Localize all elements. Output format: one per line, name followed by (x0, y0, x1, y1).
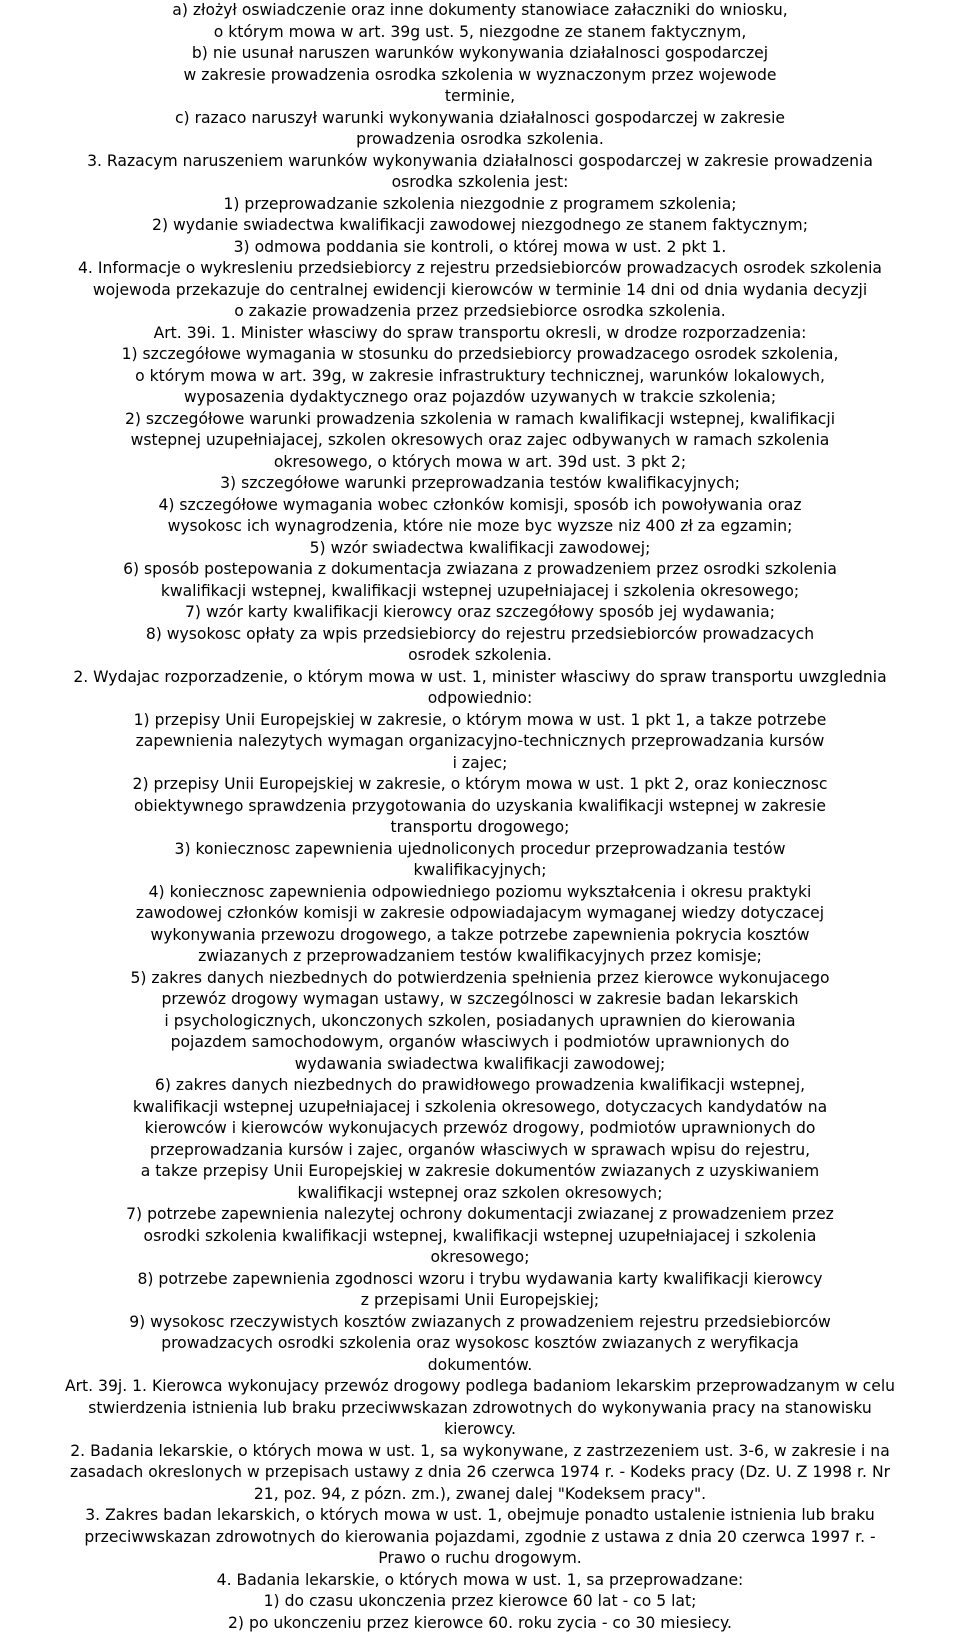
text-line: i psychologicznych, ukonczonych szkolen, posiadanych uprawnien do kierowania (164, 1011, 796, 1030)
text-line: o zakazie prowadzenia przez przedsiebiorce osrodka szkolenia. (234, 302, 726, 320)
text-line: 5) zakres danych niezbednych do potwierdzenia spełnienia przez kierowce wykonujacego (130, 968, 830, 987)
text-line: Prawo o ruchu drogowym. (378, 1549, 582, 1567)
text-line: 4. Badania lekarskie, o których mowa w ust. 1, sa przeprowadzane: (216, 1570, 744, 1589)
text-line: wyposazenia dydaktycznego oraz pojazdów uzywanych w trakcie szkolenia; (183, 388, 777, 406)
text-line: 4. Informacje o wykresleniu przedsiebiorcy z rejestru przedsiebiorców prowadzacych osrodek szkolenia (78, 259, 882, 277)
text-line: o którym mowa w art. 39g, w zakresie infrastruktury technicznej, warunków lokalowych, (135, 366, 825, 385)
text-line: 1) szczegółowe wymagania w stosunku do przedsiebiorcy prowadzacego osrodek szkolenia, (121, 345, 839, 363)
text-line: 1) przepisy Unii Europejskiej w zakresie, o którym mowa w ust. 1 pkt 1, a takze potrzebe (133, 710, 827, 729)
text-line: 1) przeprowadzanie szkolenia niezgodnie z programem szkolenia; (223, 194, 737, 213)
text-line: 2) po ukonczeniu przez kierowce 60. roku zycia - co 30 miesiecy. (228, 1613, 732, 1632)
text-line: okresowego, o których mowa w art. 39d ust. 3 pkt 2; (273, 452, 687, 471)
text-line: kierowcy. (444, 1420, 516, 1438)
text-line: Art. 39j. 1. Kierowca wykonujacy przewóz drogowy podlega badaniom lekarskim przeprowadzanym w celu (64, 1377, 896, 1395)
text-line: odpowiednio: (427, 689, 533, 707)
text-line: dokumentów. (427, 1355, 533, 1374)
text-line: 3. Razacym naruszeniem warunków wykonywania działalnosci gospodarczej w zakresie prowadzenia (87, 151, 873, 170)
text-line: 21, poz. 94, z pózn. zm.), zwanej dalej "Kodeksem pracy". (253, 1484, 707, 1503)
text-line: kwalifikacji wstepnej, kwalifikacji wstepnej uzupełniajacej i szkolenia okresowego; (160, 581, 800, 600)
text-line: 4) koniecznosc zapewnienia odpowiedniego poziomu wykształcenia i okresu praktyki (148, 882, 812, 901)
text-line: 3) koniecznosc zapewnienia ujednoliconych procedur przeprowadzania testów (174, 839, 786, 858)
text-line: i zajec; (452, 753, 508, 772)
text-line: prowadzacych osrodki szkolenia oraz wysokosc kosztów zwiazanych z weryfikacja (161, 1334, 799, 1352)
text-line: kwalifikacji wstepnej oraz szkolen okresowych; (297, 1183, 663, 1202)
text-line: wydawania swiadectwa kwalifikacji zawodowej; (294, 1054, 666, 1073)
text-line: kwalifikacyjnych; (413, 861, 547, 879)
text-line: 2. Wydajac rozporzadzenie, o którym mowa w ust. 1, minister własciwy do spraw transportu uwzglednia (73, 667, 887, 686)
text-line: wykonywania przewozu drogowego, a takze potrzebe zapewnienia pokrycia kosztów (150, 925, 810, 944)
text-line: o którym mowa w art. 39g ust. 5, niezgodne ze stanem faktycznym, (213, 22, 747, 41)
text-line: przeciwwskazan zdrowotnych do kierowania pojazdami, zgodnie z ustawa z dnia 20 czerwca 1997 r. - (84, 1527, 876, 1546)
text-line: 3) odmowa poddania sie kontroli, o której mowa w ust. 2 pkt 1. (233, 237, 727, 256)
text-line: 3) szczegółowe warunki przeprowadzania testów kwalifikacyjnych; (220, 474, 740, 492)
text-line: zwiazanych z przeprowadzaniem testów kwalifikacyjnych przez komisje; (198, 947, 762, 965)
text-line: z przepisami Unii Europejskiej; (360, 1291, 600, 1309)
text-line: stwierdzenia istnienia lub braku przeciwwskazan zdrowotnych do wykonywania pracy na stanowisku (88, 1398, 872, 1417)
text-line: 6) zakres danych niezbednych do prawidłowego prowadzenia kwalifikacji wstepnej, (154, 1076, 806, 1094)
text-line: 2) szczegółowe warunki prowadzenia szkolenia w ramach kwalifikacji wstepnej, kwalifikacji (124, 409, 836, 428)
text-line: wstepnej uzupełniajacej, szkolen okresowych oraz zajec odbywanych w ramach szkolenia (130, 431, 830, 449)
text-line: w zakresie prowadzenia osrodka szkolenia w wyznaczonym przez wojewode (183, 65, 777, 84)
text-line: b) nie usunał naruszen warunków wykonywania działalnosci gospodarczej (191, 44, 769, 62)
text-line: 3. Zakres badan lekarskich, o których mowa w ust. 1, obejmuje ponadto ustalenie istnienia lub braku (85, 1506, 875, 1524)
text-line: 8) potrzebe zapewnienia zgodnosci wzoru i trybu wydawania karty kwalifikacji kierowcy (137, 1269, 823, 1288)
text-line: 8) wysokosc opłaty za wpis przedsiebiorcy do rejestru przedsiebiorców prowadzacych (145, 624, 815, 643)
text-line: przewóz drogowy wymagan ustawy, w szczególnosci w zakresie badan lekarskich (161, 990, 799, 1008)
text-line: obiektywnego sprawdzenia przygotowania do uzyskania kwalifikacji wstepnej w zakresie (133, 796, 826, 815)
text-line: 2) wydanie swiadectwa kwalifikacji zawodowej niezgodnego ze stanem faktycznym; (152, 216, 808, 234)
text-line: terminie, (444, 87, 516, 105)
text-line: transportu drogowego; (390, 818, 570, 836)
text-line: 6) sposób postepowania z dokumentacja zwiazana z prowadzeniem przez osrodki szkolenia (123, 560, 837, 578)
text-line: kierowców i kierowców wykonujacych przewóz drogowy, podmiotów uprawnionych do (144, 1119, 816, 1137)
text-line: 2. Badania lekarskie, o których mowa w ust. 1, sa wykonywane, z zastrzezeniem ust. 3-6, w zakresie i na (70, 1441, 890, 1460)
text-line: a takze przepisy Unii Europejskiej w zakresie dokumentów zwiazanych z uzyskiwaniem (140, 1162, 820, 1180)
text-line: 4) szczegółowe wymagania wobec członków komisji, sposób ich powoływania oraz (158, 495, 802, 514)
text-line: 7) wzór karty kwalifikacji kierowcy oraz szczegółowy sposób jej wydawania; (185, 603, 775, 621)
text-line: 7) potrzebe zapewnienia nalezytej ochrony dokumentacji zwiazanej z prowadzeniem przez (126, 1205, 834, 1223)
text-line: wysokosc ich wynagrodzenia, które nie moze byc wyzsze niz 400 zł za egzamin; (167, 517, 793, 535)
text-line: osrodki szkolenia kwalifikacji wstepnej, kwalifikacji wstepnej uzupełniajacej i szkolenia (143, 1226, 817, 1245)
text-line: osrodka szkolenia jest: (391, 173, 569, 191)
text-line: 9) wysokosc rzeczywistych kosztów zwiazanych z prowadzeniem rejestru przedsiebiorców (129, 1312, 831, 1331)
text-line: okresowego; (430, 1248, 530, 1266)
text-line: pojazdem samochodowym, organów własciwych i podmiotów uprawnionych do (170, 1033, 790, 1051)
text-line: 5) wzór swiadectwa kwalifikacji zawodowej; (309, 538, 651, 557)
text-line: prowadzenia osrodka szkolenia. (356, 130, 604, 148)
text-line: a) złożył oswiadczenie oraz inne dokumenty stanowiace załaczniki do wniosku, (172, 1, 788, 19)
text-line: przeprowadzania kursów i zajec, organów własciwych w sprawach wpisu do rejestru, (149, 1140, 811, 1159)
text-line: wojewoda przekazuje do centralnej ewidencji kierowców w terminie 14 dni od dnia wydania decyzji (92, 280, 868, 299)
text-line: osrodek szkolenia. (408, 646, 552, 664)
text-line: c) razaco naruszył warunki wykonywania działalnosci gospodarczej w zakresie (174, 108, 786, 127)
text-line: Art. 39i. 1. Minister własciwy do spraw transportu okresli, w drodze rozporzadzenia: (153, 323, 807, 342)
text-line: 2) przepisy Unii Europejskiej w zakresie, o którym mowa w ust. 1 pkt 2, oraz koniecznosc (132, 775, 828, 793)
text-line: zapewnienia nalezytych wymagan organizacyjno-technicznych przeprowadzania kursów (135, 732, 825, 750)
text-line: zasadach okreslonych w przepisach ustawy z dnia 26 czerwca 1974 r. - Kodeks pracy (Dz. U. Z 1998 r. Nr (69, 1463, 891, 1481)
text-line: 1) do czasu ukonczenia przez kierowce 60 lat - co 5 lat; (263, 1592, 697, 1610)
text-line: zawodowej członków komisji w zakresie odpowiadajacym wymaganej wiedzy dotyczacej (135, 904, 825, 922)
text-line: kwalifikacji wstepnej uzupełniajacej i szkolenia okresowego, dotyczacych kandydatów na (132, 1097, 828, 1116)
